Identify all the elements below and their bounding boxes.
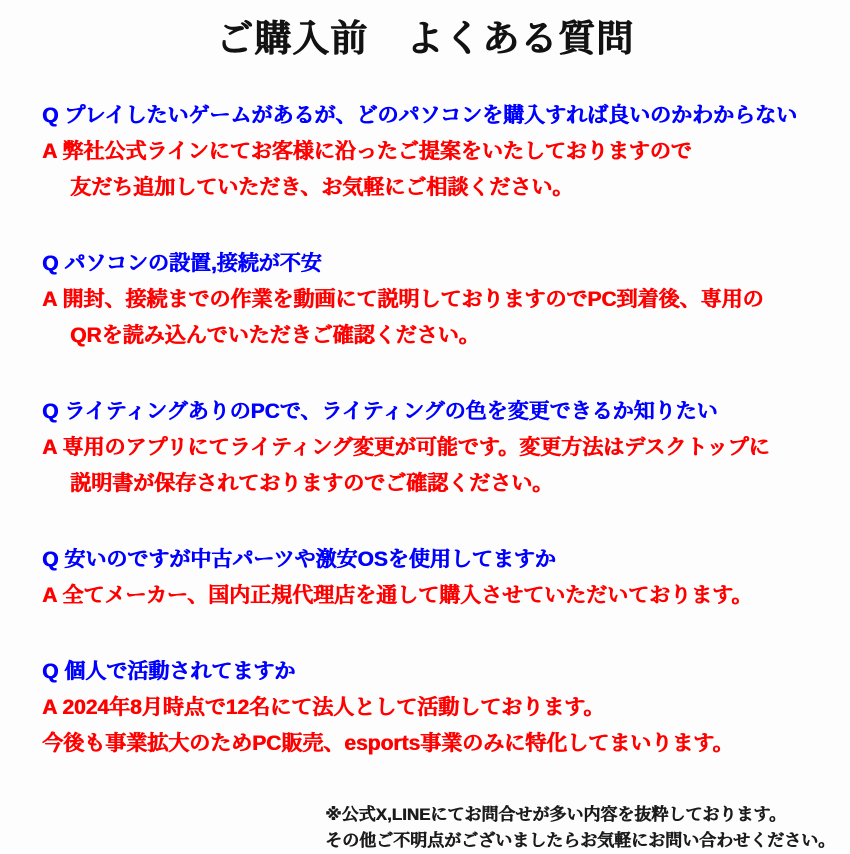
faq-answer-line: 友だち追加していただき、お気軽にご相談ください。 — [70, 176, 574, 199]
faq-question-line: Q プレイしたいゲームがあるが、どのパソコンを購入すれば良いのかわからない — [42, 104, 797, 127]
faq-answer-line: 説明書が保存されておりますのでご確認ください。 — [70, 472, 553, 495]
footer-notes — [0, 802, 850, 854]
faq-answer-line: QRを読み込んでいただきご確認ください。 — [70, 324, 480, 347]
faq-answer-line: 今後も事業拡大のためPC販売、esports事業のみに特化してまいります。 — [42, 732, 734, 755]
faq-question-line: Q 個人で活動されてますか — [42, 660, 296, 683]
faq-answer-line: A 全てメーカー、国内正規代理店を通して購入させていただいております。 — [42, 584, 753, 607]
faq-question-line: Q ライティングありのPCで、ライティングの色を変更できるか知りたい — [42, 400, 718, 423]
faq-block — [42, 98, 840, 206]
faq-answer-line: A 弊社公式ラインにてお客様に沿ったご提案をいたしておりますので — [42, 140, 692, 163]
faq-answer-line: A 専用のアプリにてライティング変更が可能です。変更方法はデスクトップに — [42, 436, 770, 459]
faq-answer-line: A 2024年8月時点で12名にて法人として活動しております。 — [42, 696, 605, 719]
faq-block — [42, 394, 840, 502]
footer-note-line: ※公式X,LINEにてお問合せが多い内容を抜粋しております。 — [325, 805, 786, 824]
faq-answer-line: A 開封、接続までの作業を動画にて説明しておりますのでPC到着後、専用の — [42, 288, 764, 311]
faq-list — [0, 98, 850, 762]
faq-question-line: Q パソコンの設置,接続が不安 — [42, 252, 322, 275]
page-title: ご購入前 よくある質問 — [216, 18, 634, 59]
footer-note-line: その他ご不明点がございましたらお気軽にお問い合わせください。 — [325, 831, 835, 850]
faq-block — [42, 654, 840, 762]
faq-block — [42, 542, 840, 614]
faq-question-line: Q 安いのですが中古パーツや激安OSを使用してますか — [42, 548, 556, 571]
faq-block — [42, 246, 840, 354]
